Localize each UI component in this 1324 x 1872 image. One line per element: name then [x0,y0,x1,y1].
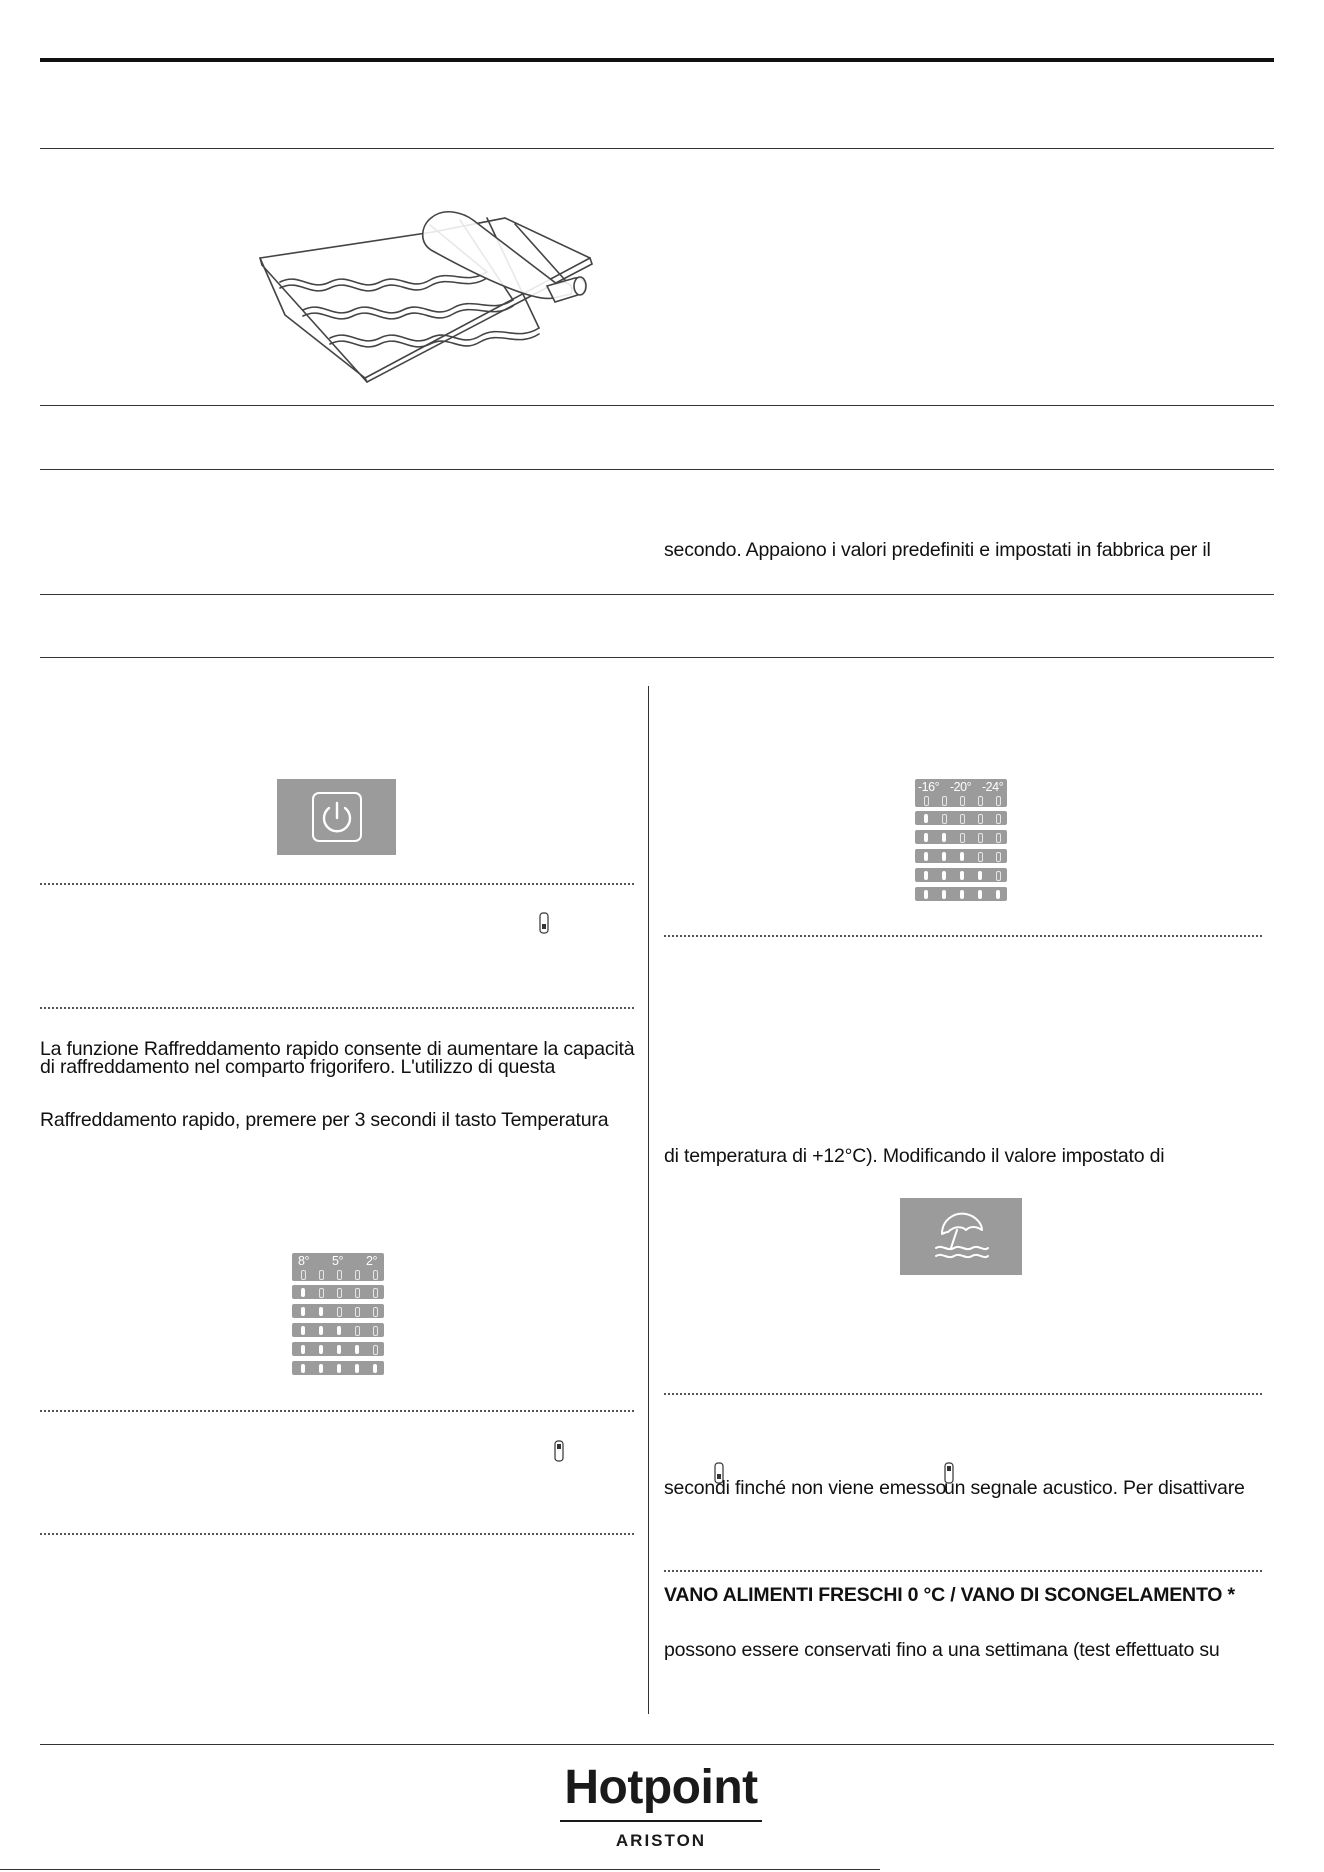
freezer-level-indicator [978,890,982,899]
fridge-level-indicator [337,1345,341,1354]
fridge-level-indicator [301,1326,305,1335]
fridge-label-low: 2° [366,1254,377,1268]
dotted-separator-r2 [664,1393,1262,1395]
fridge-level-indicator [373,1307,378,1317]
fridge-level-indicator [373,1326,378,1336]
fridge-level-indicator [373,1345,378,1355]
fridge-level-indicator [301,1270,306,1280]
freezer-level-indicator [978,796,983,806]
freezer-level-indicator [996,796,1001,806]
freezer-level-indicator [924,796,929,806]
freezer-level-indicator [942,833,946,842]
fridge-level-row-5 [292,1361,384,1375]
freezer-level-indicator [960,871,964,880]
dotted-separator-r3 [664,1570,1262,1572]
freezer-level-indicator [960,796,965,806]
freezer-level-indicator [978,871,982,880]
fridge-level-indicator [301,1307,305,1316]
text-line-raffreddamento: di raffreddamento nel comparto frigorifero. L'utilizzo di questa [40,1056,556,1078]
bottom-rule [0,1869,880,1870]
column-divider [648,686,649,1714]
freezer-level-indicator [942,871,946,880]
fridge-level-row-2 [292,1304,384,1318]
fridge-level-indicator [373,1270,378,1280]
freezer-level-indicator [942,814,947,824]
freezer-level-row-2 [915,830,1007,844]
footer-rule [40,1744,1274,1745]
fridge-label-mid: 5° [332,1254,343,1268]
section-rule-4 [40,594,1274,595]
heading-vano-alimenti: VANO ALIMENTI FRESCHI 0 °C / VANO DI SCONGELAMENTO * [664,1584,1235,1606]
power-button-icon [311,791,363,843]
freezer-level-indicator [924,890,928,899]
freezer-level-indicator [924,814,928,823]
text-line-predefiniti: secondo. Appaiono i valori predefiniti e impostati in fabbrica per il [664,539,1211,561]
fridge-level-indicator [337,1270,342,1280]
fridge-level-indicator [337,1364,341,1373]
section-rule-3 [40,469,1274,470]
fridge-level-indicator [355,1270,360,1280]
freezer-label-mid: -20° [950,780,972,794]
fridge-level-indicator [319,1307,323,1316]
logo-sub: ARISTON [615,1831,707,1850]
fridge-level-row-3 [292,1323,384,1337]
freezer-level-indicator [924,871,928,880]
section-rule-2 [40,405,1274,406]
fridge-level-indicator [337,1326,341,1335]
freezer-temperature-panel [915,779,1007,909]
fridge-level-indicator [319,1345,323,1354]
fridge-level-indicator [319,1364,323,1373]
text-line-funzione: La funzione Raffreddamento rapido consente di aumentare la capacità [40,1038,635,1060]
small-button-icon [539,912,549,934]
holiday-umbrella-icon [932,1208,992,1266]
wine-rack-with-bottle-icon [255,210,600,385]
freezer-level-indicator [978,833,983,843]
freezer-level-indicator [996,833,1001,843]
fridge-level-indicator [301,1345,305,1354]
freezer-level-indicator [978,814,983,824]
freezer-level-indicator [996,871,1001,881]
freezer-level-row-4 [915,868,1007,882]
freezer-level-row-3 [915,849,1007,863]
fridge-level-indicator [373,1364,377,1373]
fridge-level-indicator [355,1307,360,1317]
fridge-level-indicator [319,1326,323,1335]
freezer-level-indicator [942,890,946,899]
fridge-level-indicator [337,1288,342,1298]
fridge-temperature-panel [292,1253,384,1383]
freezer-level-indicator [942,796,947,806]
logo-brand: Hotpoint [564,1761,758,1814]
freezer-level-indicator [996,852,1001,862]
fridge-level-indicator [355,1288,360,1298]
freezer-level-indicator [960,890,964,899]
text-line-temperatura: di temperatura di +12°C). Modificando il valore impostato di [664,1145,1165,1167]
freezer-label-low: -24° [982,780,1004,794]
fridge-level-row-1 [292,1285,384,1299]
freezer-level-indicator [978,852,983,862]
section-rule-5 [40,657,1274,658]
text-line-secondi-a: secondi finché non viene emesso [664,1477,947,1499]
freezer-level-indicator [996,814,1001,824]
dotted-separator-l3 [40,1410,634,1412]
freezer-panel-header [915,779,1007,807]
top-rule [40,58,1274,62]
fridge-level-indicator [319,1270,324,1280]
dotted-separator-l4 [40,1533,634,1535]
freezer-level-indicator [942,852,946,861]
section-rule-1 [40,148,1274,149]
dotted-separator-l1 [40,883,634,885]
text-line-secondi-b: un segnale acustico. Per disattivare [944,1477,1245,1499]
freezer-level-row-5 [915,887,1007,901]
fridge-label-high: 8° [298,1254,309,1268]
dotted-separator-l2 [40,1007,634,1009]
small-button-icon [554,1440,564,1462]
fridge-level-indicator [355,1326,360,1336]
fridge-panel-header [292,1253,384,1281]
freezer-level-indicator [924,852,928,861]
fridge-level-indicator [301,1288,305,1297]
fridge-level-indicator [337,1307,342,1317]
dotted-separator-r1 [664,935,1262,937]
power-button [277,779,396,855]
fridge-level-indicator [355,1364,359,1373]
fridge-level-indicator [319,1288,324,1298]
fridge-level-indicator [355,1345,359,1354]
freezer-level-indicator [960,833,965,843]
freezer-level-row-1 [915,811,1007,825]
holiday-button [900,1198,1022,1275]
freezer-level-indicator [996,890,1000,899]
freezer-level-indicator [960,814,965,824]
fridge-level-row-4 [292,1342,384,1356]
logo-divider [560,1820,762,1822]
freezer-label-high: -16° [918,780,940,794]
text-line-premere: Raffreddamento rapido, premere per 3 secondi il tasto Temperatura [40,1109,609,1131]
text-line-conservati: possono essere conservati fino a una settimana (test effettuato su [664,1639,1220,1661]
freezer-level-indicator [960,852,964,861]
fridge-level-indicator [301,1364,305,1373]
logo [556,1762,766,1862]
freezer-level-indicator [924,833,928,842]
fridge-level-indicator [373,1288,378,1298]
